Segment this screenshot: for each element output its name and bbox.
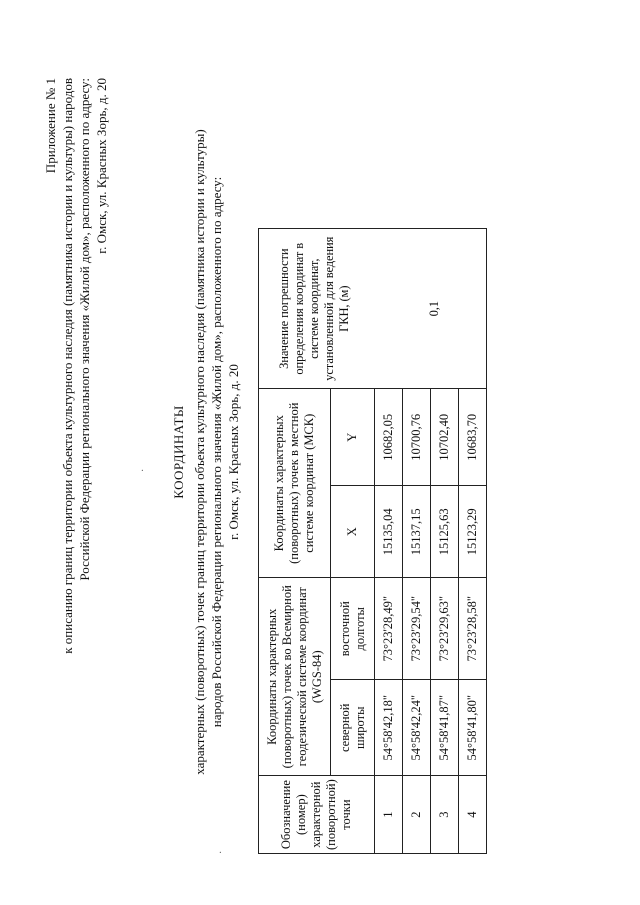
document-heading: КООРДИНАТЫ	[171, 405, 186, 499]
coordinates-table	[258, 228, 487, 854]
point-number: 3	[431, 776, 459, 854]
x-cell: 15125,63	[431, 486, 459, 578]
accuracy-header-text: Значение погрешности определения координат в системе координат, установленной для ведения ГКН, (м)	[276, 236, 351, 381]
longitude-cell: 73°23'28,58"	[459, 578, 487, 680]
longitude-cell: 73°23'28,49"	[375, 578, 403, 680]
appendix-number: Приложение № 1	[43, 78, 58, 174]
x-cell: 15123,29	[459, 486, 487, 578]
point-number: 2	[403, 776, 431, 854]
accuracy-value: 0,1	[426, 301, 441, 317]
appendix-line: к описанию границ территории объекта культурного наследия (памятника истории и культуры) народов	[60, 78, 75, 654]
appendix-line: Российской Федерации регионального значения «Жилой дом», расположенного по адресу:	[77, 78, 92, 581]
title-line: народов Российской Федерации регионального значения «Жилой дом», расположенного по адресу:	[209, 176, 224, 728]
latitude-cell: 54°58'42,24"	[403, 680, 431, 776]
title-address: г. Омск, ул. Красных Зорь, д. 20	[226, 364, 241, 540]
appendix-address: г. Омск, ул. Красных Зорь, д. 20	[94, 78, 109, 254]
header-x: X	[331, 486, 375, 578]
title-line: характерных (поворотных) точек границ территории объекта культурного наследия (памятника истории и культуры)	[192, 129, 207, 775]
scan-dot: ·	[216, 850, 227, 854]
header-accuracy	[259, 229, 487, 389]
latitude-cell: 54°58'41,80"	[459, 680, 487, 776]
y-cell: 10700,76	[403, 389, 431, 486]
x-cell: 15135,04	[375, 486, 403, 578]
header-longitude: восточной долготы	[331, 578, 375, 680]
header-point-designation: Обозначение (номер) характерной (поворотной) точки	[259, 776, 375, 854]
latitude-cell: 54°58'42,18"	[375, 680, 403, 776]
scan-dot: ·	[138, 468, 149, 472]
longitude-cell: 73°23'29,54"	[403, 578, 431, 680]
x-cell: 15137,15	[403, 486, 431, 578]
document-title-block	[170, 42, 242, 862]
point-number: 1	[375, 776, 403, 854]
header-msk-coordinates: Координаты характерных (поворотных) точек в местной системе координат (МСК)	[259, 389, 331, 578]
y-cell: 10682,05	[375, 389, 403, 486]
point-number: 4	[459, 776, 487, 854]
latitude-cell: 54°58'41,87"	[431, 680, 459, 776]
longitude-cell: 73°23'29,63"	[431, 578, 459, 680]
rotated-document-page	[20, 22, 620, 882]
header-y: Y	[331, 389, 375, 486]
y-cell: 10683,70	[459, 389, 487, 486]
header-latitude: северной широты	[331, 680, 375, 776]
header-wgs84-coordinates: Координаты характерных (поворотных) точек во Всемирной геодезической системе координат (WGS-84)	[259, 578, 331, 776]
appendix-header	[42, 78, 110, 778]
y-cell: 10702,40	[431, 389, 459, 486]
